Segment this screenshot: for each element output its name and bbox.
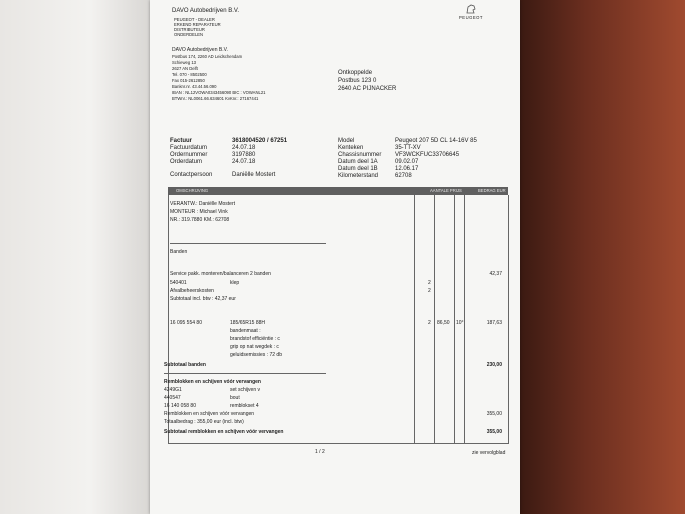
meta-label: Factuurdatum bbox=[170, 145, 208, 151]
meta-label: Orderdatum bbox=[170, 159, 203, 165]
dealer-line: DISTRIBUTEUR bbox=[174, 27, 205, 32]
sender-line: Schieweg 13 bbox=[172, 60, 196, 65]
table-border-right bbox=[508, 195, 509, 443]
subtotal-banden-amount: 230,00 bbox=[486, 362, 502, 368]
sender-line: DAVO Autobedrijven B.V. bbox=[172, 47, 228, 53]
col-divider bbox=[454, 195, 455, 443]
subtotal-remblokken-label: Subtotaal remblokken en schijven vóór vervangen bbox=[164, 429, 284, 435]
vehicle-value: 12.06.17 bbox=[395, 166, 419, 172]
vehicle-label: Datum deel 1B bbox=[338, 166, 378, 172]
continued-note: zie vervolgblad bbox=[472, 450, 506, 456]
subtotal-banden-label: Subtotaal banden bbox=[164, 362, 206, 368]
item-price: 86,50 bbox=[437, 320, 450, 326]
sender-line: Banknr.nr. 43.44.56.090 bbox=[172, 84, 217, 89]
col-quantity-header: AANTALE PRIJS bbox=[430, 188, 462, 193]
info-line: NR.: 319.7880 KM.: 62708 bbox=[170, 217, 230, 223]
item-discount: 10° bbox=[456, 320, 464, 326]
line-description: Service pakk. monteren/balanceren 2 banden bbox=[170, 271, 271, 277]
sender-line: Postbus 174, 2260 AD Leidschendam bbox=[172, 54, 243, 59]
item-code: 16 095 554 80 bbox=[170, 320, 202, 326]
meta-label: Factuur bbox=[170, 138, 193, 144]
item-quantity: 2 bbox=[428, 288, 431, 294]
line-description: Remblokken en schijven vóór vervangen bbox=[164, 411, 255, 417]
company-name: DAVO Autobedrijven B.V. bbox=[172, 8, 240, 14]
item-description: klep bbox=[230, 280, 240, 286]
background-right bbox=[520, 0, 685, 514]
brand-name: PEUGEOT bbox=[459, 15, 483, 20]
section-title-banden: Banden bbox=[170, 249, 188, 255]
background-left bbox=[0, 0, 150, 514]
spec-line: brandstof efficiëntie : c bbox=[230, 336, 280, 342]
item-description: 185/65R15 88H bbox=[230, 320, 266, 326]
info-line: VERANTW.: Daniëlle Mostert bbox=[170, 201, 236, 207]
col-divider bbox=[464, 195, 465, 443]
subtotal-line: Subtotaal incl. btw : 42,37 eur bbox=[170, 296, 236, 302]
item-code: 540401 bbox=[170, 280, 187, 286]
dealer-line: ONDERDELEN bbox=[174, 32, 204, 37]
vehicle-value: 35-TT-XV bbox=[395, 145, 421, 151]
item-description: set schijven v bbox=[230, 387, 261, 393]
item-code: 440547 bbox=[164, 395, 181, 401]
col-description-header: OMSCHRIJVING bbox=[176, 188, 209, 193]
meta-label: Contactpersoon bbox=[170, 172, 213, 178]
line-amount: 355,00 bbox=[486, 411, 502, 417]
item-description: remblokset 4 bbox=[230, 403, 259, 409]
page-number: 1 / 2 bbox=[315, 449, 325, 455]
item-quantity: 2 bbox=[428, 280, 431, 286]
spec-line: geluidsemissies : 72 db bbox=[230, 352, 282, 358]
meta-value: 24.07.18 bbox=[232, 145, 256, 151]
divider bbox=[170, 243, 326, 244]
item-description: bout bbox=[230, 395, 240, 401]
item-code: 16 140 058 80 bbox=[164, 403, 196, 409]
table-header bbox=[168, 187, 508, 195]
item-quantity: 2 bbox=[428, 320, 431, 326]
vehicle-value: 62708 bbox=[395, 173, 412, 179]
sender-line: BTWnr.: NL0061.66.634601 KvKnr.: 27167441 bbox=[172, 96, 259, 101]
spec-line: bandenmaat : bbox=[230, 328, 261, 334]
item-amount: 187,63 bbox=[486, 320, 502, 326]
vehicle-label: Kilometerstand bbox=[338, 173, 379, 179]
section-title-remblokken: Remblokken en schijven vóór vervangen bbox=[164, 379, 261, 385]
sender-line: Fax 015-2612850 bbox=[172, 78, 205, 83]
dealer-line: PEUGEOT - DEALER bbox=[174, 17, 215, 22]
vehicle-label: Model bbox=[338, 138, 355, 144]
recipient-line: Postbus 123 0 bbox=[338, 78, 377, 84]
total-line: Totaalbedrag : 355,00 eur (incl. btw) bbox=[164, 419, 244, 425]
info-line: MONTEUR : Michael Vink bbox=[170, 209, 228, 215]
col-divider bbox=[434, 195, 435, 443]
vehicle-value: VF3WCKFUC33706645 bbox=[395, 152, 460, 158]
meta-value: 24.07.18 bbox=[232, 159, 256, 165]
col-divider bbox=[414, 195, 415, 443]
vehicle-label: Datum deel 1A bbox=[338, 159, 378, 165]
sender-line: 2627 AN Delft bbox=[172, 66, 198, 71]
vehicle-value: 09.02.07 bbox=[395, 159, 419, 165]
meta-value: 3197880 bbox=[232, 152, 256, 158]
line-amount: 42,37 bbox=[489, 271, 502, 277]
vehicle-label: Kenteken bbox=[338, 145, 364, 151]
invoice-page bbox=[150, 0, 520, 514]
recipient-line: 2640 AC PIJNACKER bbox=[338, 86, 397, 92]
vehicle-value: Peugeot 207 5D CL 14-16V 85 bbox=[395, 138, 477, 144]
item-description: Afvalbeheerskosten bbox=[170, 288, 214, 294]
peugeot-lion-icon bbox=[464, 3, 478, 15]
item-code: 4249G1 bbox=[164, 387, 182, 393]
vehicle-label: Chassisnummer bbox=[338, 152, 382, 158]
table-border-bottom bbox=[168, 443, 509, 444]
recipient-line: Ontkoppelde bbox=[338, 70, 373, 76]
col-amount-header: BEDRAG EUR bbox=[478, 188, 506, 193]
meta-value: Daniëlle Mostert bbox=[232, 172, 276, 178]
meta-label: Ordernummer bbox=[170, 152, 208, 158]
subtotal-remblokken-amount: 355,00 bbox=[486, 429, 502, 435]
divider bbox=[164, 373, 326, 374]
meta-value: 3618004520 / 67251 bbox=[232, 138, 288, 144]
sender-line: Tel. 070 - 8502500 bbox=[172, 72, 207, 77]
spec-line: grip op nat wegdek : c bbox=[230, 344, 279, 350]
sender-line: IBAN : NL12VOWA0343456090 BIC : VOWANL21 bbox=[172, 90, 266, 95]
dealer-line: ERKEND REPARATEUR bbox=[174, 22, 221, 27]
